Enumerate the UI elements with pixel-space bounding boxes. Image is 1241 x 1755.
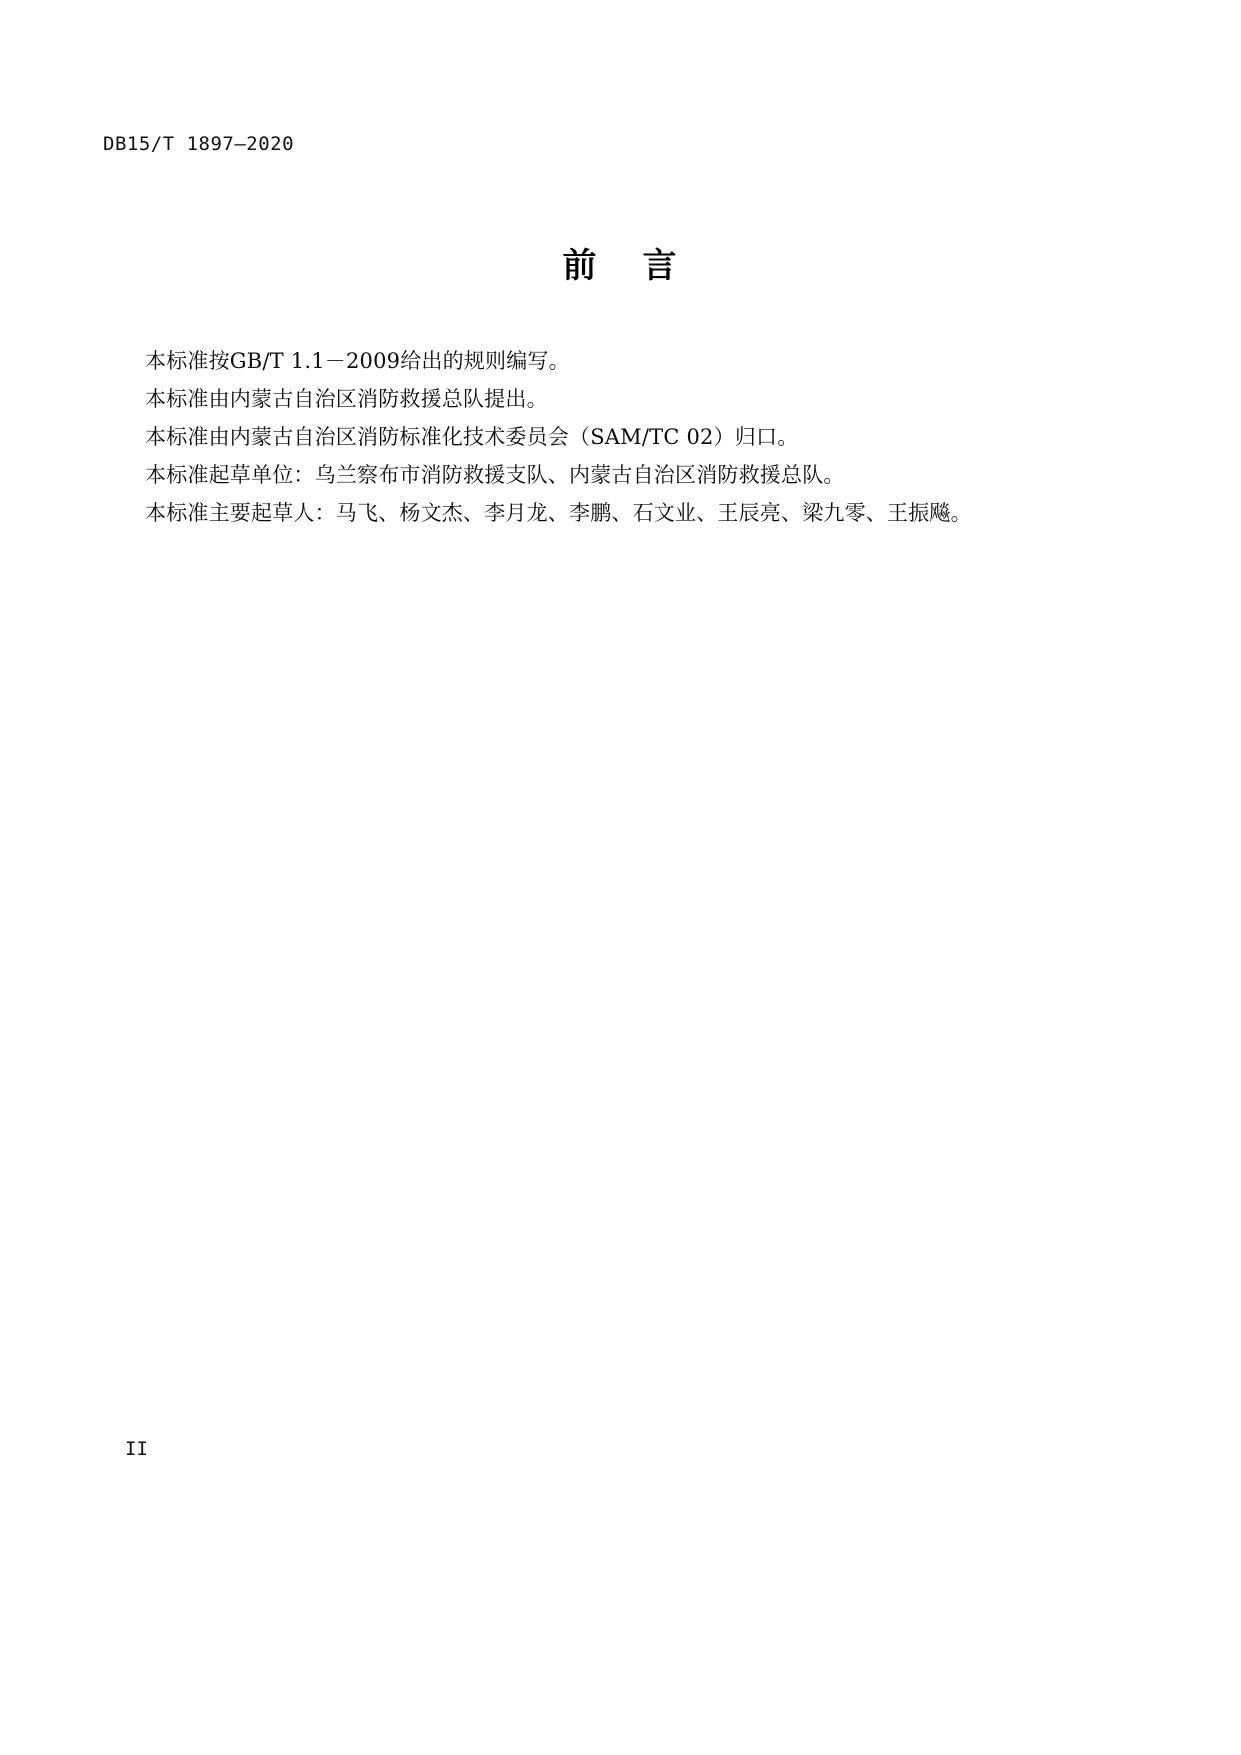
foreword-paragraph: 本标准由内蒙古自治区消防救援总队提出。 <box>145 387 548 411</box>
foreword-paragraph: 本标准起草单位：乌兰察布市消防救援支队、内蒙古自治区消防救援总队。 <box>145 463 845 487</box>
page-number: II <box>125 1438 148 1460</box>
page-title-second-char: 言 <box>642 246 679 286</box>
foreword-paragraph: 本标准主要起草人：马飞、杨文杰、李月龙、李鹏、石文业、王辰亮、梁九零、王振飚。 <box>145 501 972 525</box>
page-title <box>0 238 1241 287</box>
foreword-body <box>145 345 1105 535</box>
foreword-paragraph: 本标准按GB/T 1.1－2009给出的规则编写。 <box>145 349 570 373</box>
foreword-paragraph: 本标准由内蒙古自治区消防标准化技术委员会（SAM/TC 02）归口。 <box>145 425 799 449</box>
page-title-first-char: 前 <box>562 246 599 286</box>
standard-code-header: DB15/T 1897—2020 <box>103 133 295 155</box>
